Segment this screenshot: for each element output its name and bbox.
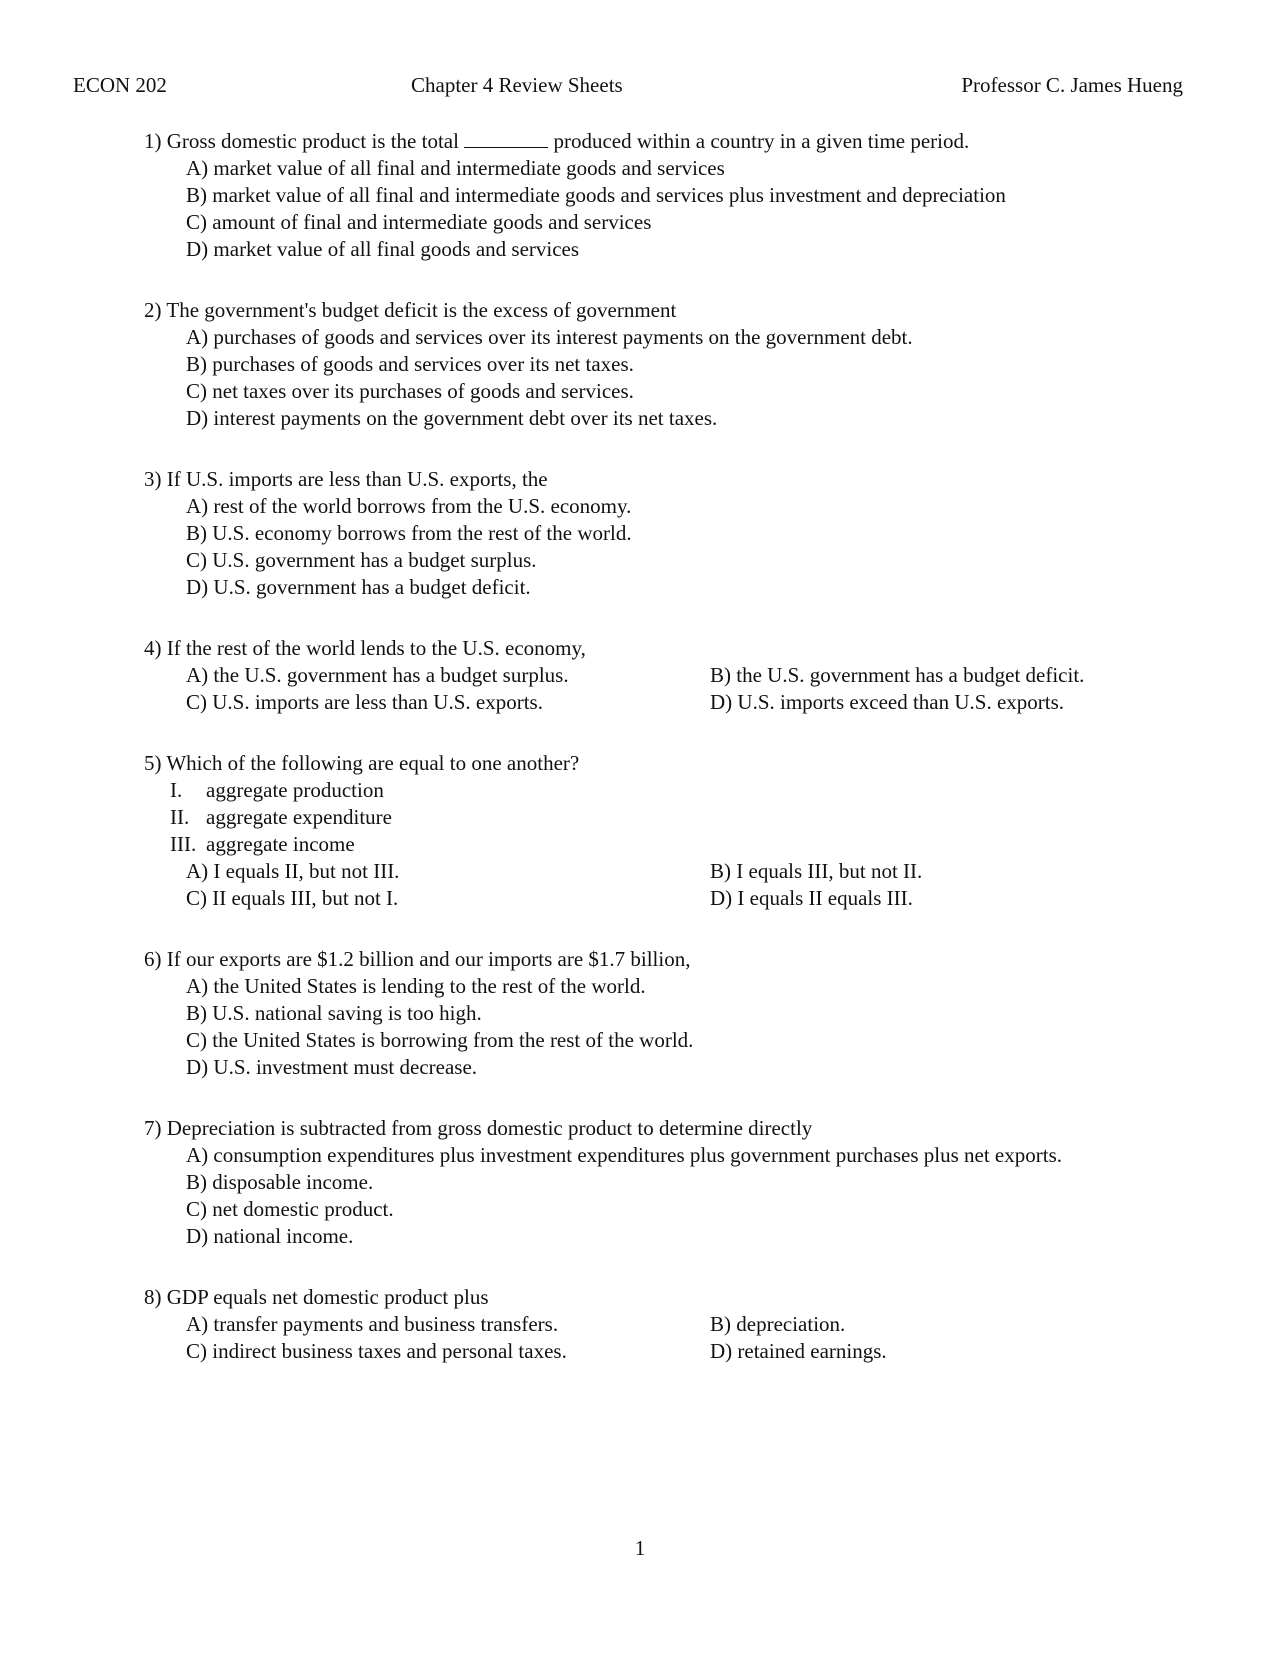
question-8	[144, 1284, 1144, 1365]
roman-text: aggregate income	[206, 832, 355, 856]
roman-item-2	[144, 804, 1144, 831]
option-c: C) II equals III, but not I.	[186, 886, 399, 910]
course-code: ECON 202	[73, 73, 167, 97]
question-stem: 2) The government's budget deficit is the excess of government	[144, 298, 677, 322]
document-title: Chapter 4 Review Sheets	[411, 73, 623, 97]
question-stem: 4) If the rest of the world lends to the U.S. economy,	[144, 636, 586, 660]
professor-name: Professor C. James Hueng	[961, 73, 1183, 97]
option-b: B) depreciation.	[710, 1312, 846, 1336]
question-stem: 6) If our exports are $1.2 billion and our imports are $1.7 billion,	[144, 947, 691, 971]
question-stem	[144, 128, 1144, 155]
option-c: C) amount of final and intermediate goods and services	[186, 210, 652, 234]
roman-item-1	[144, 777, 1144, 804]
question-stem: 5) Which of the following are equal to one another?	[144, 751, 580, 775]
roman-text: aggregate production	[206, 778, 384, 802]
roman-numeral: I.	[170, 778, 183, 802]
option-d: D) retained earnings.	[710, 1339, 887, 1363]
option-a: A) transfer payments and business transfers.	[186, 1312, 559, 1336]
stem-text-after: produced within a country in a given time period.	[548, 129, 970, 153]
option-a: A) rest of the world borrows from the U.S. economy.	[186, 494, 632, 518]
option-d: D) national income.	[186, 1224, 354, 1248]
question-stem: 8) GDP equals net domestic product plus	[144, 1285, 489, 1309]
option-a: A) purchases of goods and services over its interest payments on the government debt.	[186, 325, 913, 349]
option-b: B) the U.S. government has a budget deficit.	[710, 663, 1085, 687]
question-stem: 3) If U.S. imports are less than U.S. exports, the	[144, 467, 548, 491]
option-d: D) U.S. investment must decrease.	[186, 1055, 478, 1079]
option-c: C) the United States is borrowing from the rest of the world.	[186, 1028, 694, 1052]
roman-numeral: II.	[170, 805, 190, 829]
option-a: A) consumption expenditures plus investment expenditures plus government purchases plus net exports.	[186, 1143, 1063, 1167]
question-6	[144, 946, 1144, 1081]
question-7	[144, 1115, 1144, 1250]
option-b: B) purchases of goods and services over its net taxes.	[186, 352, 634, 376]
question-2	[144, 297, 1144, 432]
option-c: C) indirect business taxes and personal taxes.	[186, 1339, 567, 1363]
option-c: C) U.S. imports are less than U.S. exports.	[186, 690, 543, 714]
question-1	[144, 128, 1144, 263]
option-d: D) interest payments on the government debt over its net taxes.	[186, 406, 718, 430]
question-4	[144, 635, 1144, 716]
option-c: C) net taxes over its purchases of goods and services.	[186, 379, 634, 403]
stem-text-before: 1) Gross domestic product is the total	[144, 129, 465, 153]
option-a: A) market value of all final and intermediate goods and services	[186, 156, 725, 180]
page-number: 1	[634, 1536, 646, 1560]
option-d: D) U.S. government has a budget deficit.	[186, 575, 531, 599]
question-5	[144, 750, 1144, 912]
question-3	[144, 466, 1144, 601]
roman-item-3	[144, 831, 1144, 858]
option-b: B) U.S. economy borrows from the rest of the world.	[186, 521, 632, 545]
option-c: C) U.S. government has a budget surplus.	[186, 548, 537, 572]
option-a: A) the United States is lending to the rest of the world.	[186, 974, 646, 998]
roman-numeral: III.	[170, 832, 197, 856]
fill-in-blank	[464, 129, 548, 148]
option-a: A) the U.S. government has a budget surplus.	[186, 663, 569, 687]
option-d: D) U.S. imports exceed than U.S. exports.	[710, 690, 1065, 714]
options-two-column	[144, 858, 1144, 912]
options-two-column	[144, 1311, 1144, 1365]
option-c: C) net domestic product.	[186, 1197, 394, 1221]
options-two-column	[144, 662, 1144, 716]
page-header	[0, 72, 1280, 102]
roman-text: aggregate expenditure	[206, 805, 392, 829]
option-d: D) market value of all final goods and services	[186, 237, 580, 261]
option-b: B) market value of all final and intermediate goods and services plus investment and depreciation	[186, 183, 1006, 207]
option-b: B) I equals III, but not II.	[710, 859, 923, 883]
option-b: B) U.S. national saving is too high.	[186, 1001, 482, 1025]
option-a: A) I equals II, but not III.	[186, 859, 400, 883]
option-d: D) I equals II equals III.	[710, 886, 913, 910]
question-list	[144, 128, 1144, 1399]
question-stem: 7) Depreciation is subtracted from gross domestic product to determine directly	[144, 1116, 813, 1140]
option-b: B) disposable income.	[186, 1170, 374, 1194]
